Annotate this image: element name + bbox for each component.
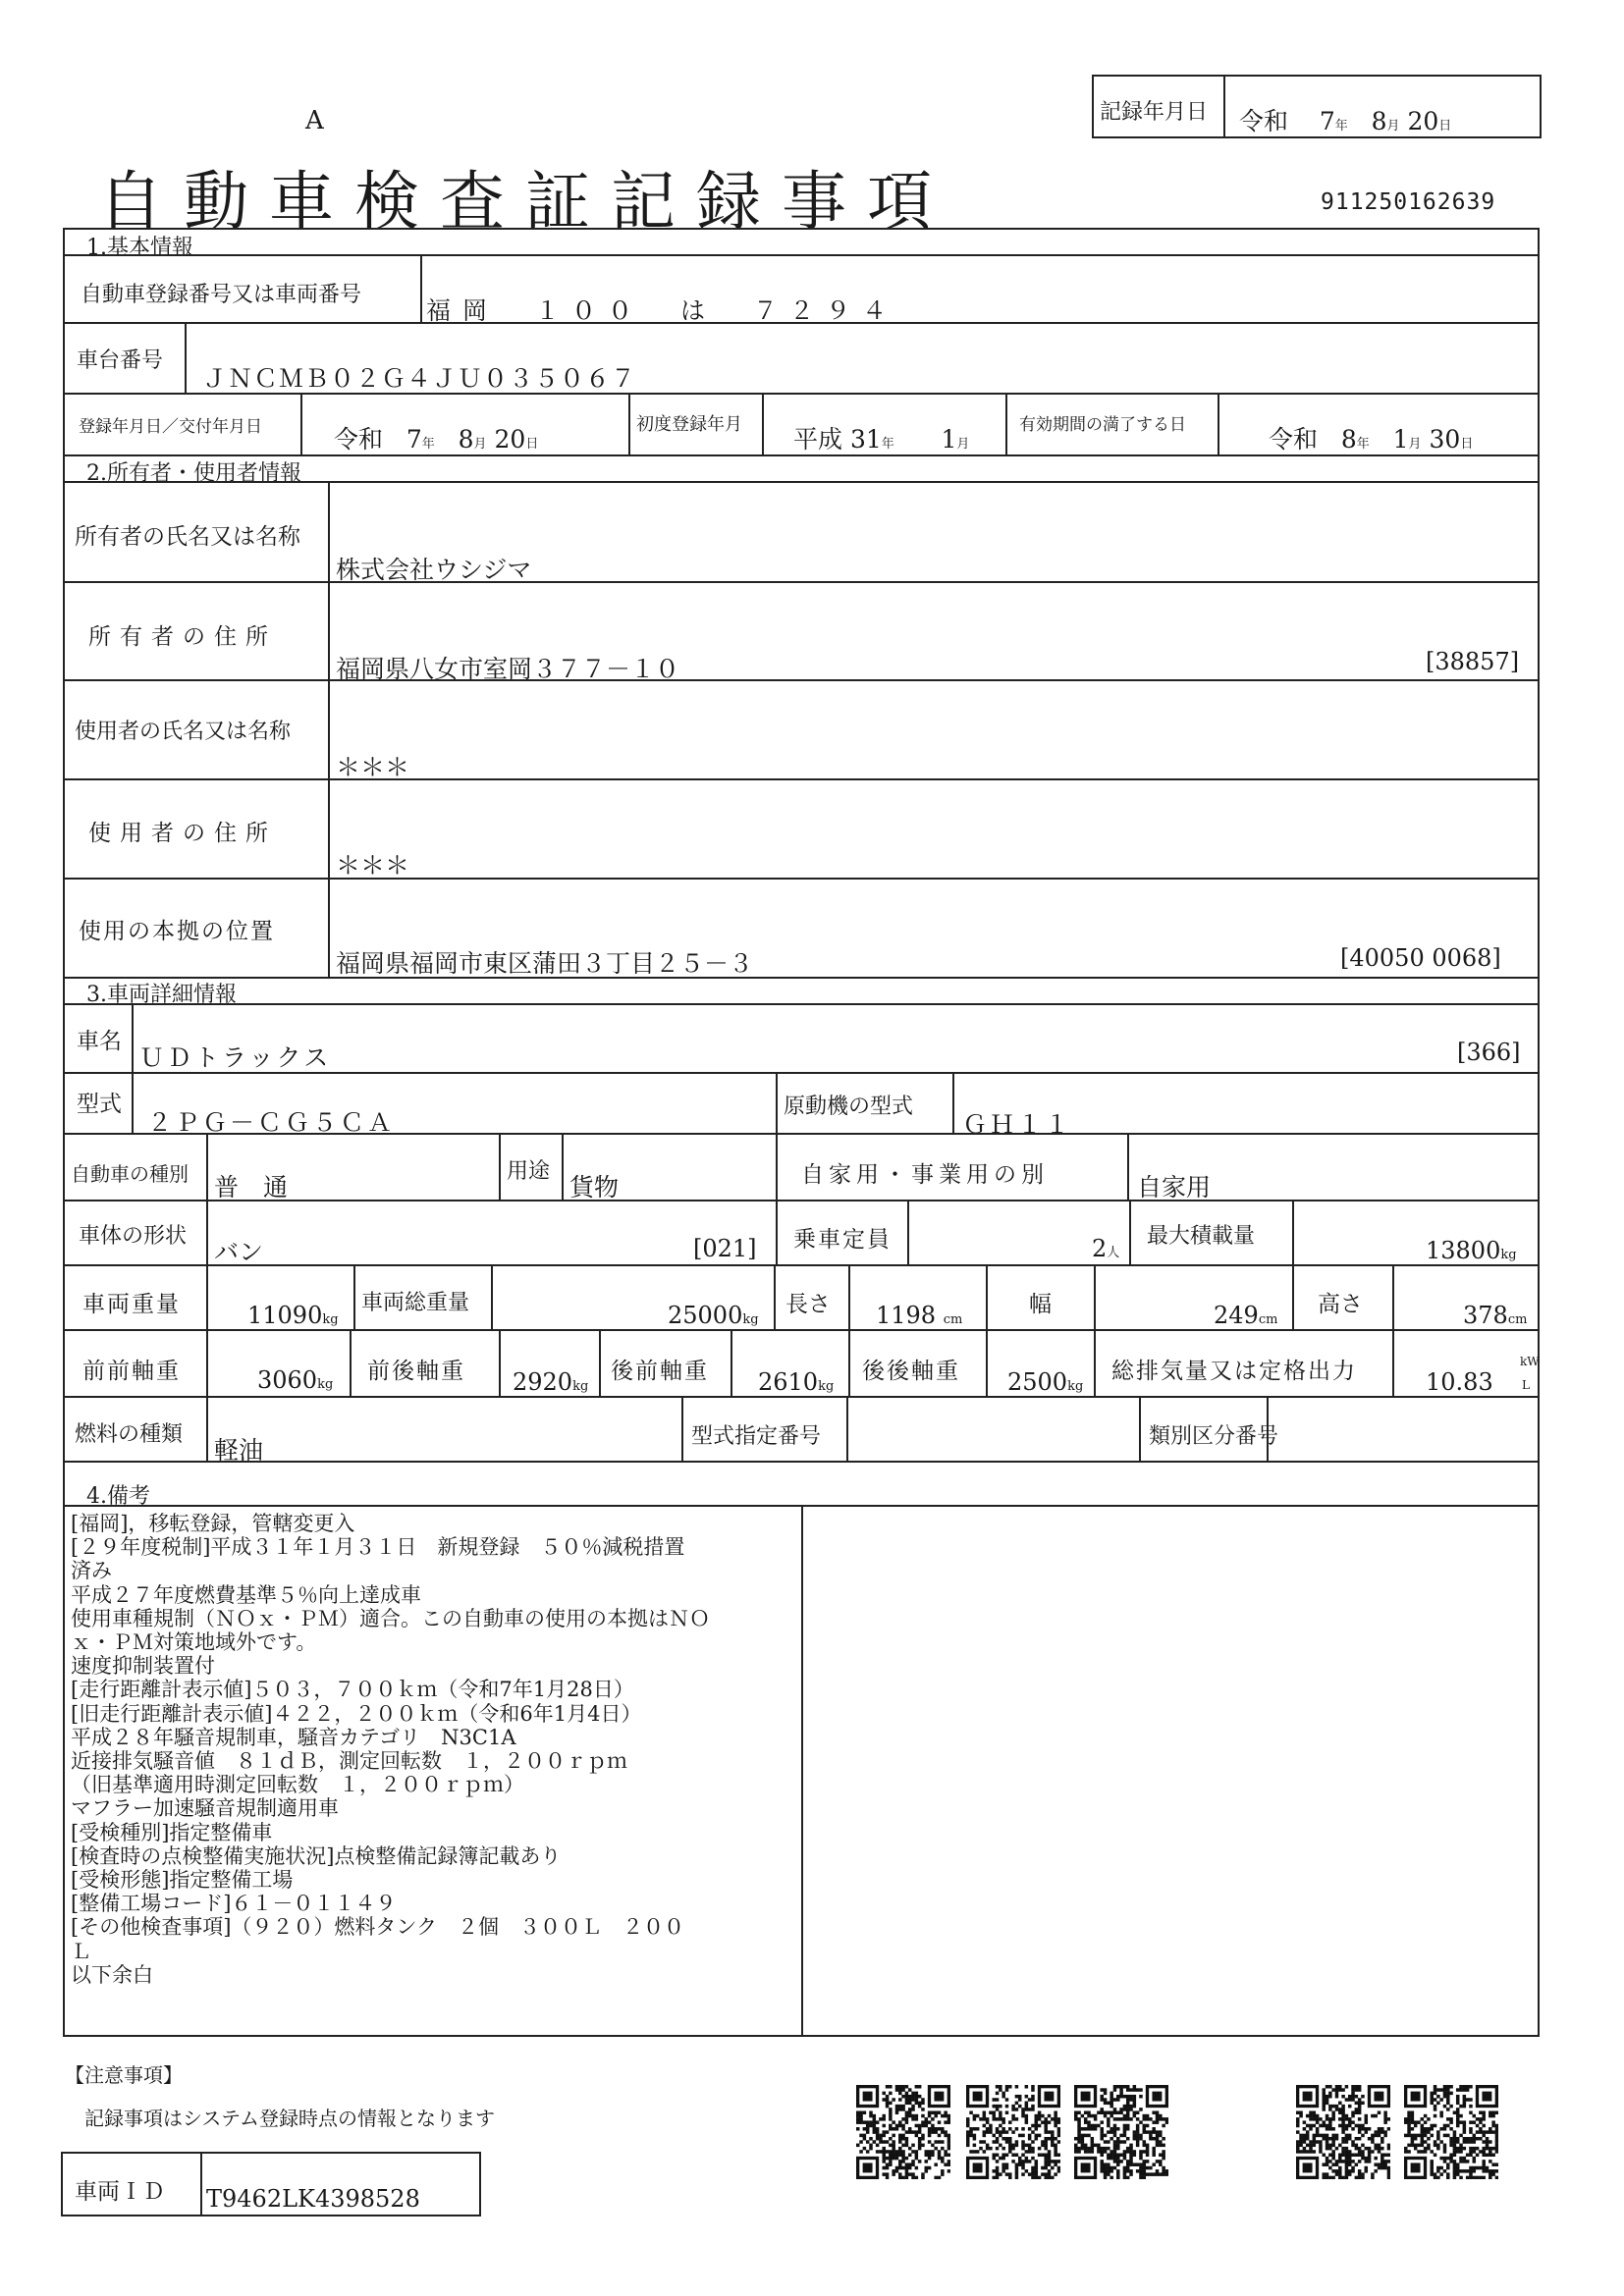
vehicle-type-value: 普 通 (214, 1173, 289, 1201)
length-value: 1198 cm (876, 1302, 963, 1329)
user-address-label: 使用者の住所 (88, 821, 277, 846)
owner-address: 福岡県八女市室岡３７７－１０ (336, 655, 680, 683)
body-shape-label: 車体の形状 (79, 1224, 188, 1249)
user-address: ＊＊＊ (336, 851, 410, 880)
vehicle-type-label: 自動車の種別 (71, 1162, 189, 1186)
width-label: 幅 (1029, 1292, 1052, 1317)
qr-code-1 (856, 2085, 950, 2179)
capacity-label: 乗車定員 (793, 1227, 892, 1253)
section-owner-title: 2.所有者・使用者情報 (86, 461, 301, 486)
fuel-label: 燃料の種類 (75, 1422, 184, 1447)
section-basic-title: 1.基本情報 (86, 236, 193, 260)
qr-code-5 (1404, 2085, 1498, 2179)
user-name: ＊＊＊ (336, 753, 410, 781)
plate-value: 福岡 １００ は ７２９４ (426, 296, 899, 325)
remarks-line: [整備工場コード]６１－０１１４９ (71, 1892, 397, 1916)
document-mark: A (305, 106, 324, 135)
document-title: 自動車検査証記録事項 (98, 164, 952, 240)
engine-model-label: 原動機の型式 (784, 1095, 914, 1119)
remarks-list (71, 1512, 797, 1987)
qr-code-4 (1296, 2085, 1390, 2179)
base-location-label: 使用の本拠の位置 (79, 919, 275, 944)
remarks-line: ｘ・ＰＭ対策地域外です。 (71, 1630, 317, 1655)
front-front-axle-value: 3060kg (257, 1366, 334, 1394)
vehicle-id-label: 車両ＩＤ (75, 2179, 165, 2205)
width-value: 249cm (1214, 1302, 1278, 1329)
rear-front-axle-value: 2610kg (758, 1368, 835, 1396)
vehicle-id-value: T9462LK4398528 (206, 2185, 420, 2213)
model-label: 型式 (77, 1092, 122, 1117)
height-value: 378cm (1463, 1302, 1528, 1329)
displacement-label: 総排気量又は定格出力 (1111, 1359, 1357, 1384)
vehicle-weight-label: 車両重量 (82, 1292, 181, 1317)
expiry-date: 令和 8年 1月 30日 (1269, 425, 1474, 454)
max-load-label: 最大積載量 (1147, 1224, 1256, 1249)
remarks-line: Ｌ (71, 1939, 91, 1963)
owner-address-code: [38857] (1426, 648, 1520, 675)
chassis-label: 車台番号 (77, 348, 164, 373)
owner-address-label: 所有者の住所 (88, 624, 277, 650)
front-rear-axle-label: 前後軸重 (367, 1359, 465, 1384)
remarks-line: [２９年度税制]平成３１年１月３１日 新規登録 ５０％減税措置 (71, 1535, 685, 1560)
chassis-value: ＪＮＣＭＢ０２Ｇ４ＪＵ０３５０６７ (202, 364, 637, 393)
vehicle-name-code: [366] (1457, 1039, 1521, 1066)
use-type-value: 自家用 (1137, 1173, 1212, 1201)
capacity-value: 2人 (1092, 1235, 1120, 1262)
owner-name-label: 所有者の氏名又は名称 (75, 524, 300, 550)
remarks-line: [福岡]，移転登録，管轄変更入 (71, 1512, 355, 1535)
notice-text: 記録事項はシステム登録時点の情報となります (84, 2107, 495, 2130)
remarks-line: [旧走行距離計表示値]４２２，２００ｋｍ（令和6年1月4日） (71, 1701, 642, 1726)
body-shape-code: [021] (693, 1235, 757, 1262)
first-registration-label: 初度登録年月 (636, 414, 742, 435)
qr-code-2 (966, 2085, 1060, 2179)
remarks-line: 平成２８年騒音規制車，騒音カテゴリ N3C1A (71, 1725, 516, 1749)
vehicle-name: ＵＤトラックス (139, 1043, 332, 1072)
owner-name: 株式会社ウシジマ (336, 556, 532, 584)
document-number: 911250162639 (1321, 189, 1496, 215)
purpose-label: 用途 (507, 1159, 551, 1184)
category-number-label: 類別区分番号 (1149, 1424, 1279, 1449)
unit-kw: kW (1520, 1355, 1540, 1368)
record-date-label: 記録年月日 (1100, 100, 1209, 125)
user-name-label: 使用者の氏名又は名称 (75, 720, 292, 744)
base-location-code: [40050 0068] (1340, 944, 1501, 972)
registration-date-label: 登録年月日／交付年月日 (79, 417, 262, 437)
remarks-line: 使用車種規制（ＮＯｘ・ＰＭ）適合。この自動車の使用の本拠はＮＯ (71, 1606, 710, 1630)
remarks-line: 済み (71, 1559, 112, 1583)
remarks-line: 近接排気騒音値 ８１ｄＢ，測定回転数 １，２００ｒｐｍ (71, 1749, 627, 1774)
unit-l: L (1522, 1378, 1530, 1392)
remarks-line: （旧基準適用時測定回転数 １，２００ｒｐｍ） (71, 1773, 524, 1797)
rear-front-axle-label: 後前軸重 (611, 1359, 709, 1384)
notice-title: 【注意事項】 (65, 2063, 183, 2087)
body-shape-value: バン (214, 1238, 264, 1266)
section-vehicle-title: 3.車両詳細情報 (86, 983, 237, 1007)
qr-code-3 (1074, 2085, 1168, 2179)
first-registration: 平成 31年 1月 (793, 425, 970, 454)
remarks-line: [受検種別]指定整備車 (71, 1820, 273, 1844)
rear-rear-axle-label: 後後軸重 (862, 1359, 960, 1384)
remarks-line: [走行距離計表示値]５０３，７００ｋｍ（令和7年1月28日） (71, 1678, 634, 1702)
remarks-line: [検査時の点検整備実施状況]点検整備記録簿記載あり (71, 1843, 562, 1868)
vehicle-weight-value: 11090kg (247, 1302, 339, 1329)
registration-date: 令和 7年 8月 20日 (334, 425, 539, 454)
gross-weight-label: 車両総重量 (361, 1291, 470, 1315)
gross-weight-value: 25000kg (668, 1302, 759, 1329)
section-remarks-title: 4.備考 (86, 1484, 150, 1509)
height-label: 高さ (1318, 1292, 1363, 1317)
expiry-label: 有効期間の満了する日 (1019, 415, 1186, 435)
remarks-line: マフラー加速騒音規制適用車 (71, 1796, 339, 1821)
length-label: 長さ (785, 1292, 831, 1317)
type-certification-label: 型式指定番号 (691, 1424, 822, 1449)
model-value: ２ＰＧ－ＣＧ５ＣＡ (147, 1108, 396, 1137)
record-date: 令和 7年 8月 20日 (1239, 107, 1452, 135)
plate-label: 自動車登録番号又は車両番号 (81, 283, 362, 307)
max-load-value: 13800kg (1426, 1237, 1517, 1264)
remarks-line: 速度抑制装置付 (71, 1654, 215, 1679)
engine-model-value: ＧＨ１１ (962, 1110, 1073, 1139)
front-rear-axle-value: 2920kg (513, 1368, 589, 1396)
remarks-line: 平成２７年度燃費基準５％向上達成車 (71, 1582, 421, 1607)
front-front-axle-label: 前前軸重 (82, 1359, 181, 1384)
displacement-value: 10.83 (1426, 1368, 1493, 1396)
remarks-line: [その他検査事項]（９２０）燃料タンク ２個 ３００Ｌ ２００ (71, 1915, 684, 1940)
fuel-value: 軽油 (214, 1436, 264, 1465)
rear-rear-axle-value: 2500kg (1007, 1368, 1084, 1396)
vehicle-name-label: 車名 (77, 1029, 122, 1054)
remarks-line: [受検形態]指定整備工場 (71, 1868, 294, 1893)
remarks-line: 以下余白 (71, 1962, 153, 1987)
base-location: 福岡県福岡市東区蒲田３丁目２５－３ (336, 949, 754, 978)
use-type-label: 自家用・事業用の別 (801, 1162, 1049, 1188)
purpose-value: 貨物 (569, 1173, 620, 1201)
